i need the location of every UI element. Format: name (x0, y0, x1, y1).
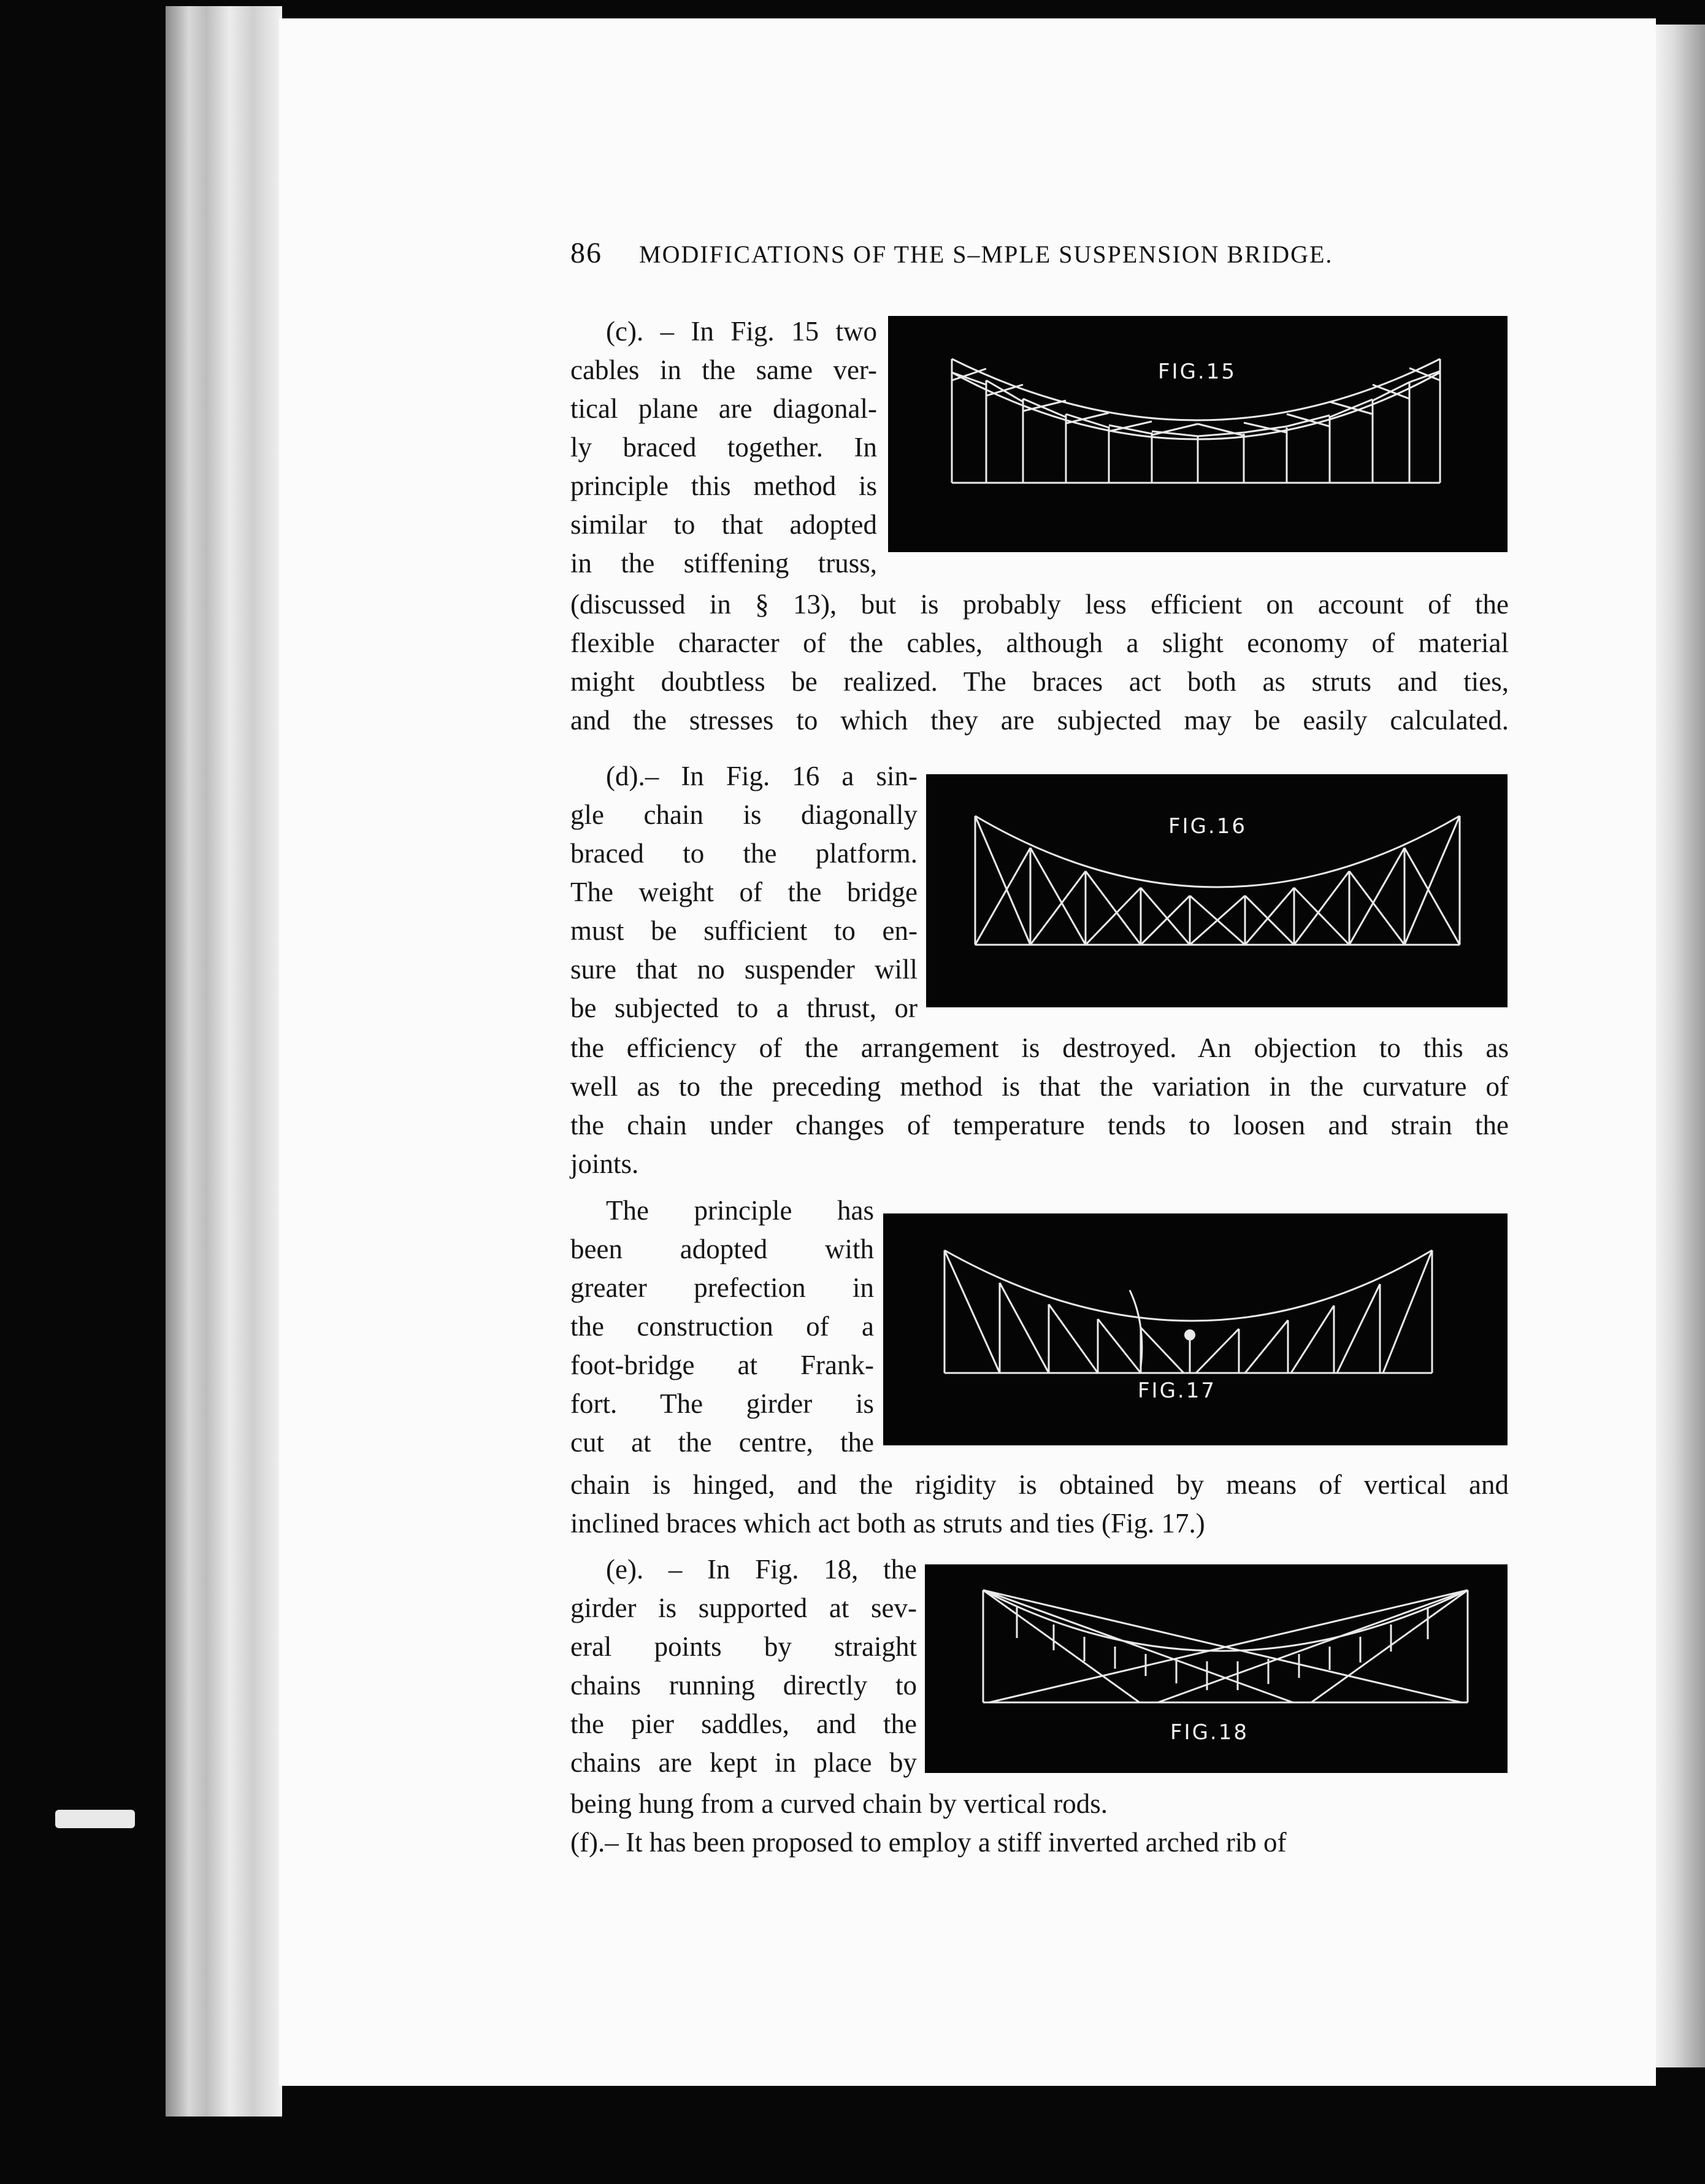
figure-18-label: FIG.18 (1170, 1720, 1249, 1745)
text-line: the pier saddles, and the (570, 1709, 917, 1739)
text-line: eral points by straight (570, 1631, 917, 1662)
text-line: The weight of the bridge (570, 877, 918, 907)
figure-17-label: FIG.17 (1138, 1378, 1217, 1403)
running-header (570, 236, 1404, 270)
text-line: (f).– It has been proposed to employ a stiff inverted arched rib of (570, 1827, 1287, 1858)
text-line: foot-bridge at Frank- (570, 1350, 874, 1380)
text-line: cut at the centre, the (570, 1427, 874, 1458)
text-line: similar to that adopted (570, 509, 877, 540)
figure-15 (888, 316, 1508, 552)
text-line: braced to the platform. (570, 838, 918, 869)
text-line: must be sufficient to en- (570, 915, 918, 946)
text-line: girder is supported at sev- (570, 1593, 917, 1623)
text-line: greater prefection in (570, 1272, 874, 1303)
figure-17-drawing (883, 1213, 1508, 1445)
text-line: inclined braces which act both as struts and ties (Fig. 17.) (570, 1508, 1205, 1539)
text-line: chains running directly to (570, 1670, 917, 1701)
text-line: been adopted with (570, 1234, 874, 1264)
page-number: 86 (570, 237, 602, 269)
book-page-edges (166, 6, 282, 2117)
text-line: (e). – In Fig. 18, the (606, 1554, 917, 1585)
figure-15-label: FIG.15 (1158, 360, 1237, 384)
text-line: gle chain is diagonally (570, 799, 918, 830)
figure-16-label: FIG.16 (1168, 814, 1247, 839)
text-line: cables in the same ver- (570, 355, 877, 385)
figure-15-drawing (888, 316, 1508, 552)
figure-16-drawing (926, 774, 1508, 1007)
text-line: (c). – In Fig. 15 two (606, 316, 877, 347)
text-line: the efficiency of the arrangement is destroyed. An objection to this as (570, 1032, 1509, 1063)
text-line: well as to the preceding method is that the variation in the curvature of (570, 1071, 1509, 1102)
text-line: flexible character of the cables, although a slight economy of material (570, 628, 1509, 658)
figure-16 (926, 774, 1508, 1007)
text-line: in the stiffening truss, (570, 548, 877, 579)
text-line: ly braced together. In (570, 432, 877, 463)
text-line: principle this method is (570, 471, 877, 501)
text-line: chains are kept in place by (570, 1747, 917, 1778)
hinge-marker (1184, 1329, 1195, 1340)
scan-artifact (55, 1810, 135, 1828)
figure-18-drawing (925, 1564, 1508, 1773)
text-line: fort. The girder is (570, 1388, 874, 1419)
text-line: joints. (570, 1148, 639, 1179)
text-line: and the stresses to which they are subjected may be easily calculated. (570, 705, 1509, 736)
text-line: sure that no suspender will (570, 954, 918, 985)
text-line: The principle has (606, 1195, 874, 1226)
text-line: the chain under changes of temperature tends to loosen and strain the (570, 1110, 1509, 1140)
text-line: the construction of a (570, 1311, 874, 1342)
text-line: might doubtless be realized. The braces act both as struts and ties, (570, 666, 1509, 697)
text-line: being hung from a curved chain by vertical rods. (570, 1788, 1108, 1819)
text-line: (d).– In Fig. 16 a sin- (606, 761, 918, 791)
text-line: tical plane are diagonal- (570, 393, 877, 424)
book-right-edge (1653, 25, 1705, 2067)
figure-17 (883, 1213, 1508, 1445)
running-title: MODIFICATIONS OF THE S–MPLE SUSPENSION BRIDGE. (639, 240, 1333, 268)
text-line: chain is hinged, and the rigidity is obtained by means of vertical and (570, 1469, 1509, 1500)
figure-18 (925, 1564, 1508, 1773)
text-line: (discussed in § 13), but is probably less efficient on account of the (570, 589, 1509, 620)
text-line: be subjected to a thrust, or (570, 993, 918, 1023)
